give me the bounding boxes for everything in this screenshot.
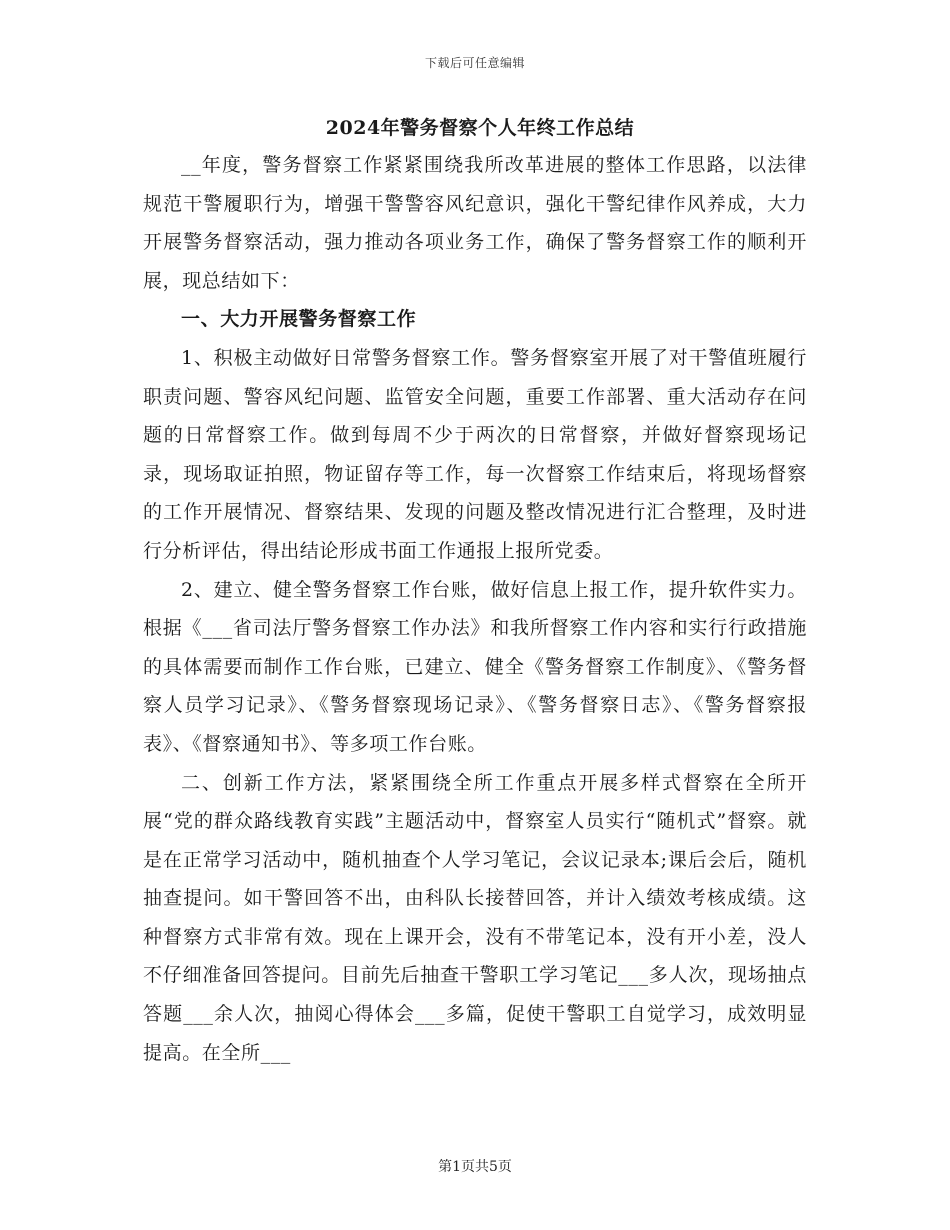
- header-note: 下载后可任意编辑: [424, 56, 525, 70]
- item-2-paragraph: 2、建立、健全警务督察工作台账，做好信息上报工作，提升软件实力。根据《___省司法厅警务督察工作办法》和我所督察工作内容和实行行政措施的具体需要而制作工作台账，已建立、健全《警务督察工作制度》、《警务督察人员学习记录》、《警务督察现场记录》、《警务督察日志》、《警务督察报表》、《督察通知书》、等多项工作台账。: [143, 578, 807, 755]
- section-2-paragraph: 二、创新工作方法，紧紧围绕全所工作重点开展多样式督察在全所开展“党的群众路线教育实践”主题活动中，督察室人员实行“随机式”督察。就是在正常学习活动中，随机抽查个人学习笔记，会议记录本;课后会后，随机抽查提问。如干警回答不出，由科队长接替回答，并计入绩效考核成绩。这种督察方式非常有效。现在上课开会，没有不带笔记本，没有开小差，没人不仔细准备回答提问。目前先后抽查干警职工学习笔记___多人次，现场抽点答题___余人次，抽阅心得体会___多篇，促使干警职工自觉学习，成效明显提高。在全所___: [143, 771, 807, 1064]
- document-title: 2024年警务督察个人年终工作总结: [325, 117, 635, 139]
- intro-paragraph: __年度，警务督察工作紧紧围绕我所改革进展的整体工作思路，以法律规范干警履职行为，增强干警警容风纪意识，强化干警纪律作风养成，大力开展警务督察活动，强力推动各项业务工作，确保了警务督察工作的顺利开展，现总结如下：: [143, 154, 807, 292]
- item-1-paragraph: 1、积极主动做好日常警务督察工作。警务督察室开展了对干警值班履行职责问题、警容风纪问题、监管安全问题，重要工作部署、重大活动存在问题的日常督察工作。做到每周不少于两次的日常督察，并做好督察现场记录，现场取证拍照，物证留存等工作，每一次督察工作结束后，将现场督察的工作开展情况、督察结果、发现的问题及整改情况进行汇合整理，及时进行分析评估，得出结论形成书面工作通报上报所党委。: [143, 346, 807, 562]
- section-heading-1: 一、大力开展警务督察工作: [181, 308, 417, 331]
- document-body: [143, 110, 807, 1072]
- page-footer: 第1页共5页: [438, 1159, 512, 1175]
